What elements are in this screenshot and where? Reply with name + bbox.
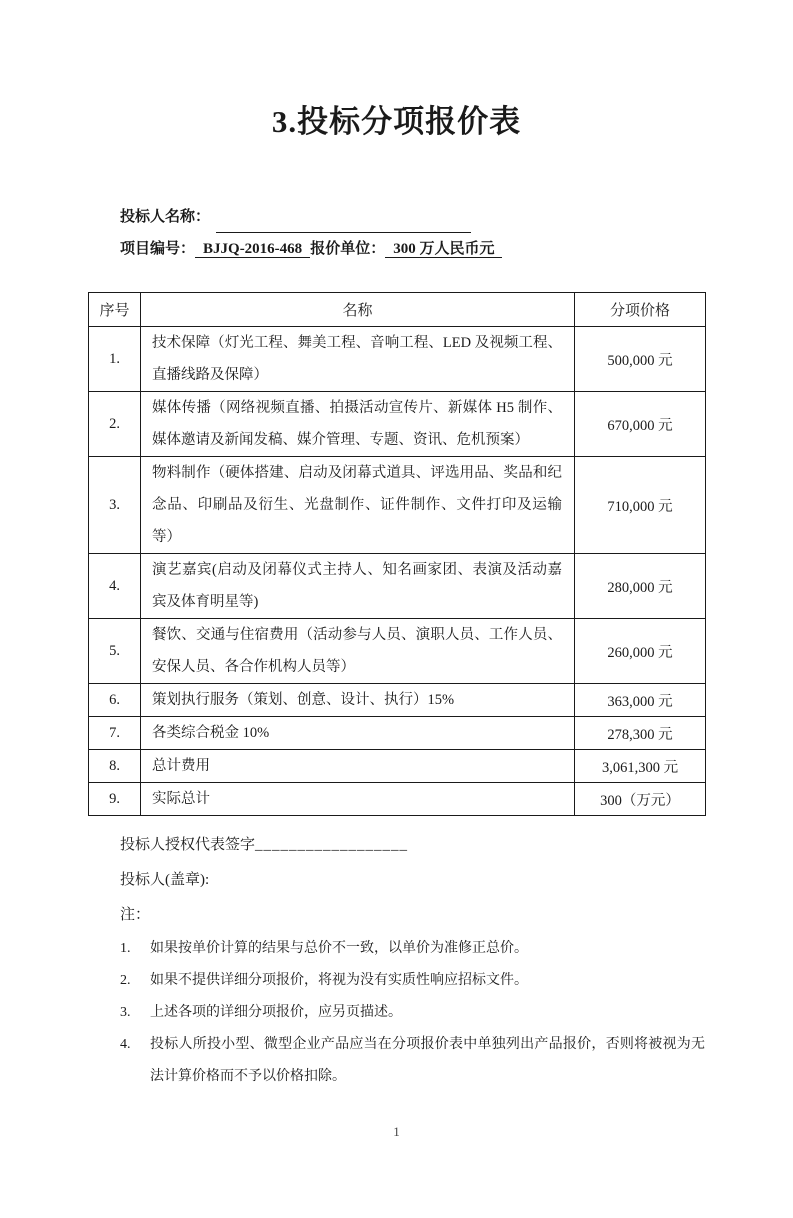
stamp-label: 投标人(盖章): [120,872,210,888]
project-number-value: BJJQ-2016-468 [195,241,310,258]
table-row [89,554,706,619]
note-number: 1. [120,941,131,956]
bidder-name-line [120,201,705,233]
page-title: 3.投标分项报价表 [271,104,522,139]
table-row [89,619,706,684]
row-name: 媒体传播（网络视频直播、拍摄活动宣传片、新媒体 H5 制作、媒体邀请及新闻发稿、媒介管理、专题、资讯、危机预案） [141,392,575,457]
row-name: 物料制作（硬体搭建、启动及闭幕式道具、评选用品、奖品和纪念品、印刷品及衍生、光盘制作、证件制作、文件打印及运输等） [141,457,575,554]
signature-underline: __________________ [255,837,409,853]
quote-unit-label: 报价单位： [310,241,386,257]
notes-heading: 注： [120,907,151,923]
row-name: 各类综合税金 10% [141,717,575,750]
table-row [89,717,706,750]
row-no: 2. [89,392,141,457]
note-item [120,965,705,997]
row-no: 6. [89,684,141,717]
quote-unit-value: 300 万人民币元 [385,241,502,258]
row-no: 5. [89,619,141,684]
document-page [0,96,793,1093]
note-item [120,997,705,1029]
table-row [89,684,706,717]
row-name: 餐饮、交通与住宿费用（活动参与人员、演职人员、工作人员、安保人员、各合作机构人员等） [141,619,575,684]
project-number-line [120,233,705,265]
note-item [120,933,705,965]
row-price: 363,000 元 [575,684,706,717]
note-item [120,1029,705,1093]
table-row [89,392,706,457]
note-text: 上述各项的详细分项报价，应另页描述。 [150,1005,402,1020]
note-text: 如果按单价计算的结果与总价不一致，以单价为准修正总价。 [150,941,528,956]
row-price: 710,000 元 [575,457,706,554]
notes-list [120,933,705,1093]
table-row [89,783,706,816]
row-price: 260,000 元 [575,619,706,684]
note-number: 2. [120,973,131,988]
table-row [89,457,706,554]
note-number: 4. [120,1037,131,1052]
quotation-table [88,292,706,816]
row-name: 技术保障（灯光工程、舞美工程、音响工程、LED 及视频工程、直播线路及保障） [141,327,575,392]
header-fields [120,201,705,265]
column-header-name: 名称 [141,293,575,327]
note-text: 投标人所投小型、微型企业产品应当在分项报价表中单独列出产品报价，否则将被视为无法计算价格而不予以价格扣除。 [150,1037,705,1084]
row-price: 280,000 元 [575,554,706,619]
row-no: 1. [89,327,141,392]
row-name: 实际总计 [141,783,575,816]
footer-section [120,828,705,1093]
row-price: 278,300 元 [575,717,706,750]
row-no: 3. [89,457,141,554]
row-name: 策划执行服务（策划、创意、设计、执行）15% [141,684,575,717]
row-no: 9. [89,783,141,816]
row-name: 演艺嘉宾(启动及闭幕仪式主持人、知名画家团、表演及活动嘉宾及体育明星等) [141,554,575,619]
column-header-no: 序号 [89,293,141,327]
row-no: 7. [89,717,141,750]
row-name: 总计费用 [141,750,575,783]
stamp-line [120,863,705,898]
table-row [89,750,706,783]
row-no: 4. [89,554,141,619]
bidder-name-label: 投标人名称： [120,209,211,225]
signature-line [120,828,705,863]
signature-label: 投标人授权代表签字 [120,837,256,853]
row-no: 8. [89,750,141,783]
row-price: 500,000 元 [575,327,706,392]
page-number: 1 [393,1124,400,1139]
project-number-label: 项目编号： [120,241,196,257]
column-header-price: 分项价格 [575,293,706,327]
row-price: 3,061,300 元 [575,750,706,783]
row-price: 300（万元） [575,783,706,816]
note-number: 3. [120,1005,131,1020]
row-price: 670,000 元 [575,392,706,457]
note-text: 如果不提供详细分项报价，将视为没有实质性响应招标文件。 [150,973,528,988]
table-row [89,327,706,392]
bidder-name-underline [216,211,471,233]
table-header-row [89,293,706,327]
